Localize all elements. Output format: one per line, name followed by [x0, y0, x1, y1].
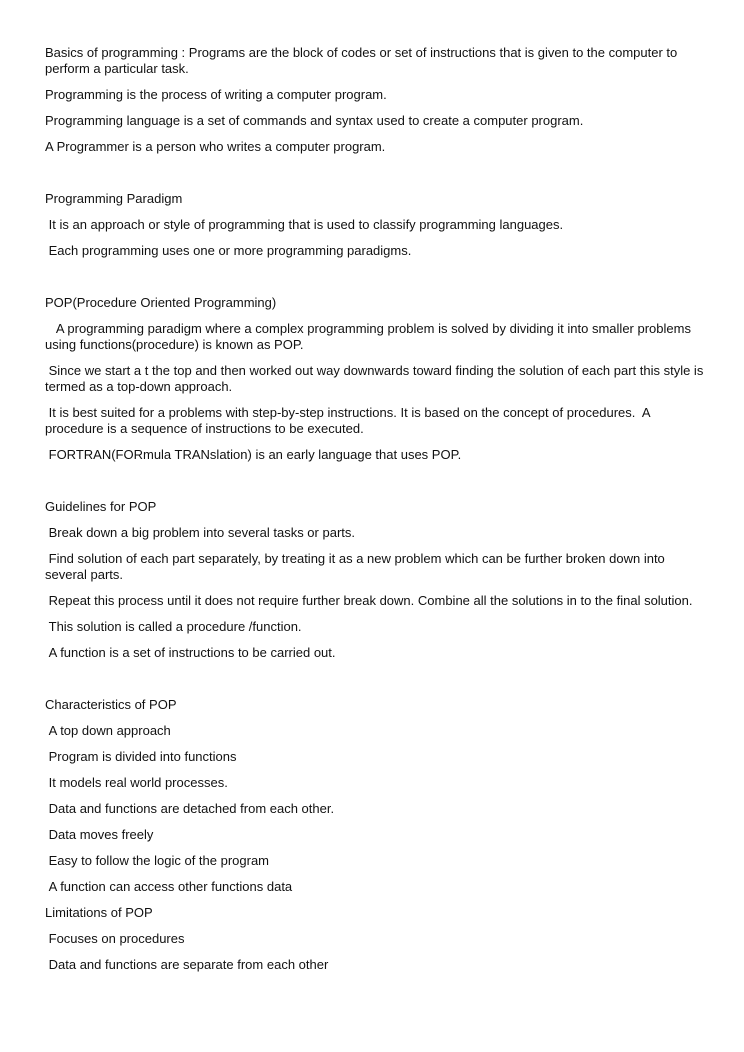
pop-section: [45, 295, 705, 463]
list-item: A top down approach: [45, 723, 171, 738]
list-item: Program is divided into functions: [45, 749, 237, 764]
intro-paragraph: Basics of programming : Programs are the block of codes or set of instructions that is given to the computer to perform a particular task.: [45, 45, 681, 76]
list-item: Break down a big problem into several tasks or parts.: [45, 525, 355, 540]
section-heading: Characteristics of POP: [45, 697, 177, 712]
paragraph: It is best suited for a problems with step-by-step instructions. It is based on the concept of procedures. A procedure is a sequence of instructions to be executed.: [45, 405, 654, 436]
section-spacer: [45, 269, 705, 295]
list-item: A function can access other functions data: [45, 879, 293, 894]
section-heading: Programming Paradigm: [45, 191, 183, 206]
list-item: Easy to follow the logic of the program: [45, 853, 270, 868]
section-spacer: [45, 165, 705, 191]
limitations-section: [45, 905, 705, 973]
intro-paragraph: Programming is the process of writing a computer program.: [45, 87, 387, 102]
section-spacer: [45, 671, 705, 697]
list-item: Find solution of each part separately, by treating it as a new problem which can be further broken down into several parts.: [45, 551, 669, 582]
list-item: Focuses on procedures: [45, 931, 185, 946]
guidelines-section: [45, 499, 705, 661]
list-item: This solution is called a procedure /function.: [45, 619, 302, 634]
list-item: Repeat this process until it does not require further break down. Combine all the solutions in to the final solution.: [45, 593, 693, 608]
intro-paragraph: A Programmer is a person who writes a computer program.: [45, 139, 386, 154]
section-heading: Limitations of POP: [45, 905, 153, 920]
paragraph: Each programming uses one or more programming paradigms.: [45, 243, 412, 258]
section-heading: Guidelines for POP: [45, 499, 157, 514]
paragraph: FORTRAN(FORmula TRANslation) is an early language that uses POP.: [45, 447, 462, 462]
list-item: Data and functions are separate from each other: [45, 957, 329, 972]
intro-paragraph: Programming language is a set of commands and syntax used to create a computer program.: [45, 113, 584, 128]
intro-section: [45, 45, 705, 155]
list-item: A function is a set of instructions to be carried out.: [45, 645, 336, 660]
paragraph: It is an approach or style of programming that is used to classify programming languages.: [45, 217, 564, 232]
section-spacer: [45, 473, 705, 499]
characteristics-section: [45, 697, 705, 895]
list-item: Data moves freely: [45, 827, 154, 842]
paradigm-section: [45, 191, 705, 259]
list-item: Data and functions are detached from each other.: [45, 801, 335, 816]
list-item: It models real world processes.: [45, 775, 228, 790]
section-heading: POP(Procedure Oriented Programming): [45, 295, 277, 310]
paragraph: Since we start a t the top and then worked out way downwards toward finding the solution of each part this style is termed as a top-down approach.: [45, 363, 707, 394]
document-page: [45, 45, 705, 983]
paragraph: A programming paradigm where a complex programming problem is solved by dividing it into smaller problems using functions(procedure) is known as POP.: [45, 321, 695, 352]
